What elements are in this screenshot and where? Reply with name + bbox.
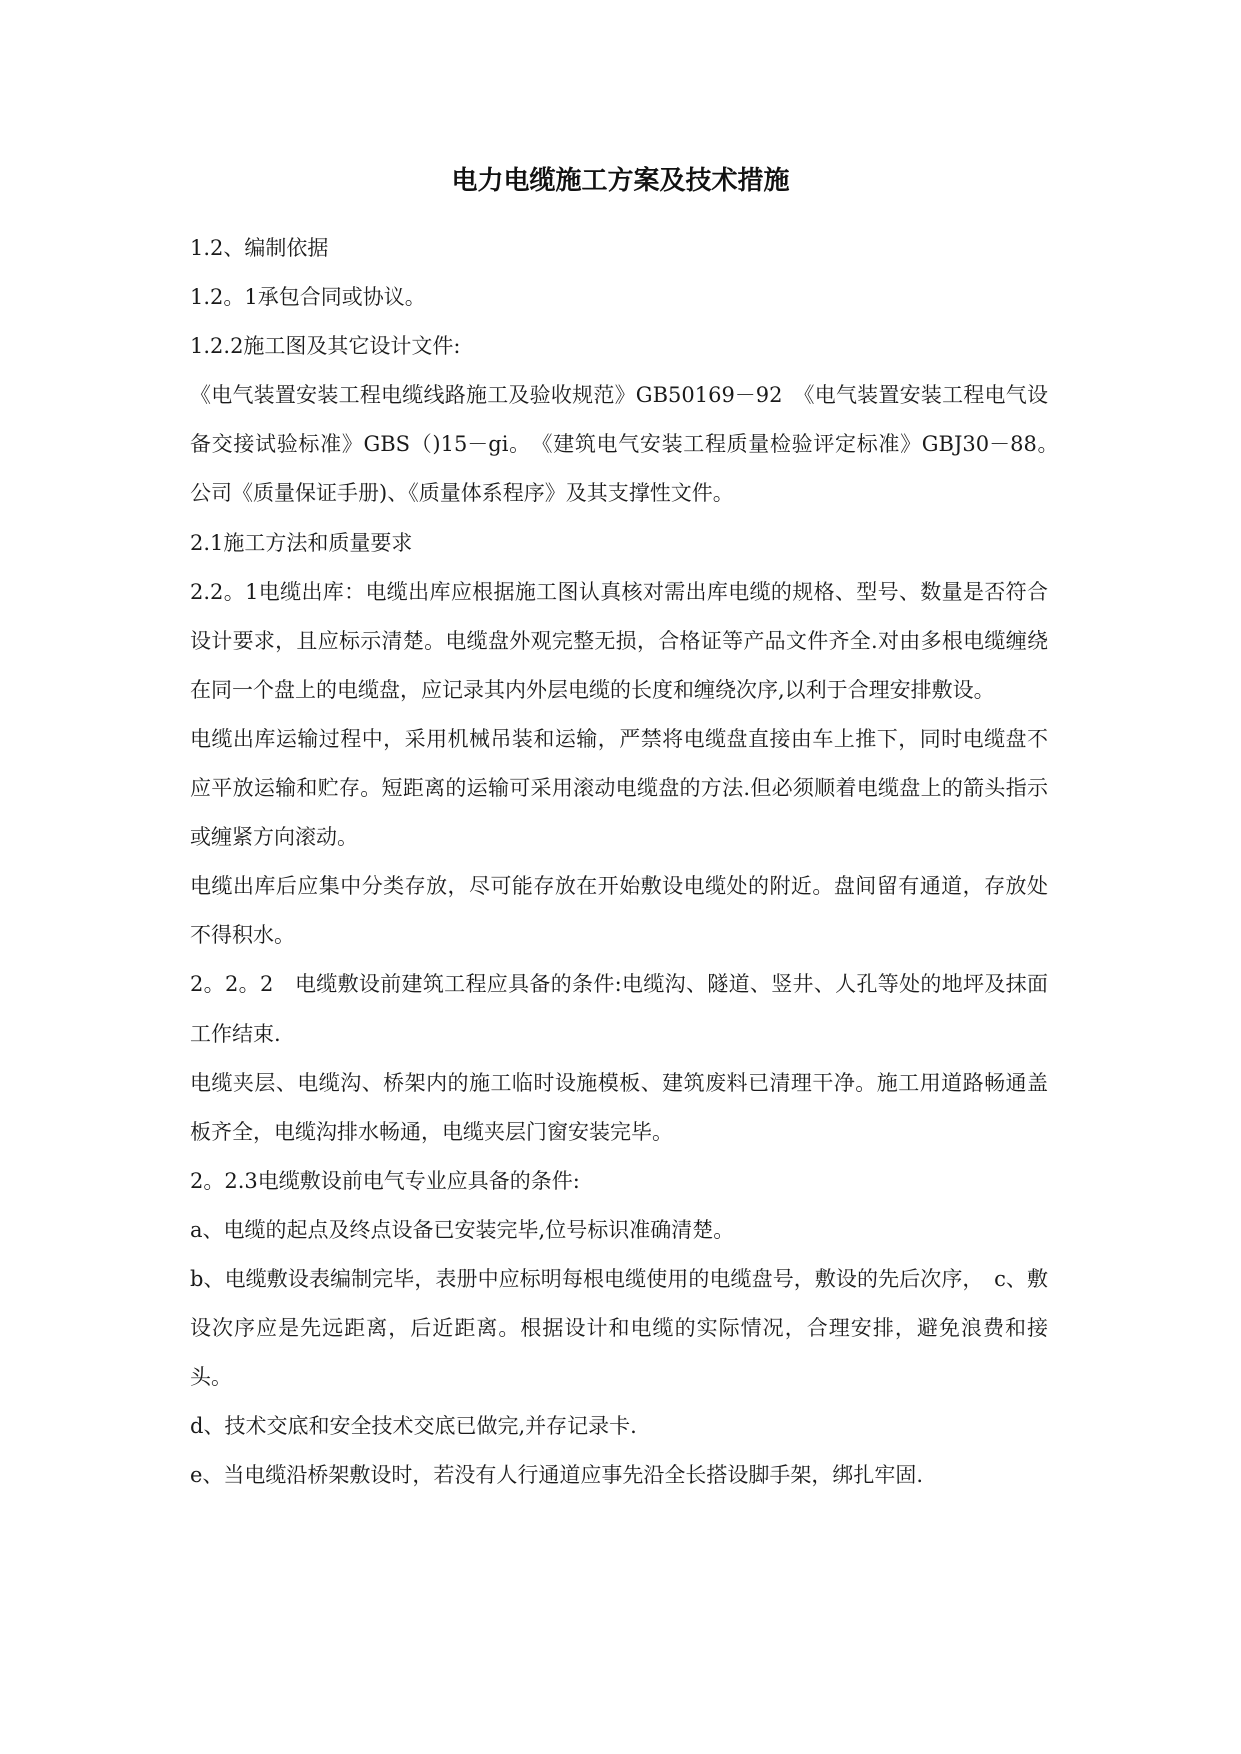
document-title: 电力电缆施工方案及技术措施 xyxy=(451,166,790,196)
paragraph-civil-conditions: 2。2。2 电缆敷设前建筑工程应具备的条件:电缆沟、隧道、竖井、人孔等处的地坪及抹面工作结束. xyxy=(190,972,1048,1046)
paragraph-cable-outbound: 2.2。1电缆出库：电缆出库应根据施工图认真核对需出库电缆的规格、型号、数量是否符合设计要求，且应标示清楚。电缆盘外观完整无损，合格证等产品文件齐全.对由多根电缆缠绕在同一个盘上的电缆盘，应记录其内外层电缆的长度和缠绕次序,以利于合理安排敷设。 xyxy=(190,579,1048,702)
paragraph-item-a: a、电缆的起点及终点设备已安装完毕,位号标识准确清楚。 xyxy=(190,1217,735,1242)
paragraph-cleanup: 电缆夹层、电缆沟、桥架内的施工临时设施模板、建筑废料已清理干净。施工用道路畅通盖板齐全，电缆沟排水畅通，电缆夹层门窗安装完毕。 xyxy=(190,1070,1048,1144)
document-body xyxy=(190,224,1069,1500)
paragraph-standards: 《电气装置安装工程电缆线路施工及验收规范》GB50169－92 《电气装置安装工程电气设备交接试验标准》GBS（)15－gi。 《建筑电气安装工程质量检验评定标准》GBJ30－88。 公司《质量保证手册)、《质量体系程序》及其支撑性文件。 xyxy=(190,383,1069,506)
paragraph-item-e: e、当电缆沿桥架敷设时，若没有人行通道应事先沿全长搭设脚手架，绑扎牢固. xyxy=(190,1463,924,1488)
paragraph-item-d: d、技术交底和安全技术交底已做完,并存记录卡. xyxy=(190,1414,637,1439)
paragraph-electrical-conditions: 2。2.3电缆敷设前电气专业应具备的条件: xyxy=(190,1168,580,1193)
paragraph-contract: 1.2。1承包合同或协议。 xyxy=(190,285,426,310)
paragraph-storage: 电缆出库后应集中分类存放，尽可能存放在开始敷设电缆处的附近。盘间留有通道，存放处不得积水。 xyxy=(190,874,1048,948)
paragraph-design-files: 1.2.2施工图及其它设计文件: xyxy=(190,334,461,359)
paragraph-basis-heading: 1.2、编制依据 xyxy=(190,236,329,260)
paragraph-methods-heading: 2.1施工方法和质量要求 xyxy=(190,530,413,555)
paragraph-item-b-c: b、电缆敷设表编制完毕，表册中应标明每根电缆使用的电缆盘号，敷设的先后次序， c、敷设次序应是先远距离，后近距离。根据设计和电缆的实际情况，合理安排，避免浪费和接头。 xyxy=(190,1266,1048,1390)
paragraph-transport: 电缆出库运输过程中，采用机械吊装和运输，严禁将电缆盘直接由车上推下，同时电缆盘不应平放运输和贮存。短距离的运输可采用滚动电缆盘的方法.但必须顺着电缆盘上的箭头指示或缠紧方向滚动。 xyxy=(190,726,1048,850)
